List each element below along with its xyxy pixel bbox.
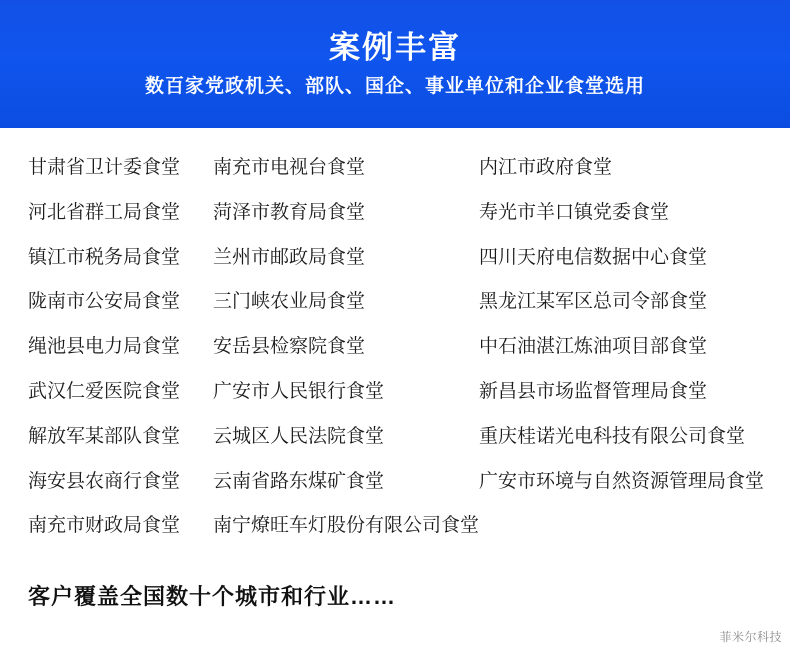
coverage-note: 客户覆盖全国数十个城市和行业…… bbox=[28, 584, 397, 609]
customer-cell: 海安县农商行食堂 bbox=[28, 470, 181, 492]
table-row bbox=[28, 325, 764, 370]
table-row bbox=[28, 191, 764, 236]
customer-cell: 镇江市税务局食堂 bbox=[28, 246, 181, 268]
customer-cell: 菏泽市教育局食堂 bbox=[212, 201, 365, 223]
customer-cell: 解放军某部队食堂 bbox=[28, 425, 181, 447]
customer-cell: 陇南市公安局食堂 bbox=[28, 291, 181, 313]
header-banner bbox=[0, 0, 790, 128]
customer-cell: 绳池县电力局食堂 bbox=[28, 336, 181, 358]
customer-cell: 黑龙江某军区总司令部食堂 bbox=[478, 291, 707, 313]
table-row bbox=[28, 146, 764, 191]
table-row bbox=[28, 370, 764, 415]
customer-cell: 广安市环境与自然资源管理局食堂 bbox=[478, 470, 764, 492]
customer-cell: 武汉仁爱医院食堂 bbox=[28, 380, 181, 402]
table-row bbox=[28, 236, 764, 281]
watermark-label: 菲米尔科技 bbox=[719, 630, 782, 644]
page-title: 案例丰富 bbox=[329, 30, 461, 65]
customer-list-section bbox=[0, 128, 790, 549]
customer-cell: 南充市财政局食堂 bbox=[28, 515, 181, 537]
table-row bbox=[28, 460, 764, 505]
customer-table bbox=[28, 146, 764, 549]
customer-cell: 广安市人民银行食堂 bbox=[212, 380, 384, 402]
customer-cell: 安岳县检察院食堂 bbox=[212, 336, 365, 358]
customer-cell: 内江市政府食堂 bbox=[478, 157, 612, 178]
page-subtitle: 数百家党政机关、部队、国企、事业单位和企业食堂选用 bbox=[144, 76, 645, 98]
table-row bbox=[28, 415, 764, 460]
customer-cell: 云南省路东煤矿食堂 bbox=[212, 470, 384, 492]
customer-cell: 南充市电视台食堂 bbox=[212, 157, 365, 178]
table-row bbox=[28, 280, 764, 325]
customer-cell: 兰州市邮政局食堂 bbox=[212, 246, 365, 268]
customer-cell: 三门峡农业局食堂 bbox=[212, 291, 365, 313]
customer-cell: 重庆桂诺光电科技有限公司食堂 bbox=[478, 425, 745, 447]
customer-cell bbox=[479, 504, 764, 549]
customer-cell: 南宁燎旺车灯股份有限公司食堂 bbox=[212, 515, 479, 537]
customer-cell: 云城区人民法院食堂 bbox=[212, 425, 384, 447]
customer-cell: 河北省群工局食堂 bbox=[28, 201, 181, 223]
table-row bbox=[28, 504, 764, 549]
customer-table-body bbox=[28, 146, 764, 549]
customer-cell: 四川天府电信数据中心食堂 bbox=[478, 246, 707, 268]
customer-cell: 中石油湛江炼油项目部食堂 bbox=[478, 336, 707, 358]
customer-cell: 寿光市羊口镇党委食堂 bbox=[478, 201, 669, 223]
customer-cell: 甘肃省卫计委食堂 bbox=[28, 157, 181, 178]
customer-cell: 新昌县市场监督管理局食堂 bbox=[478, 380, 707, 402]
